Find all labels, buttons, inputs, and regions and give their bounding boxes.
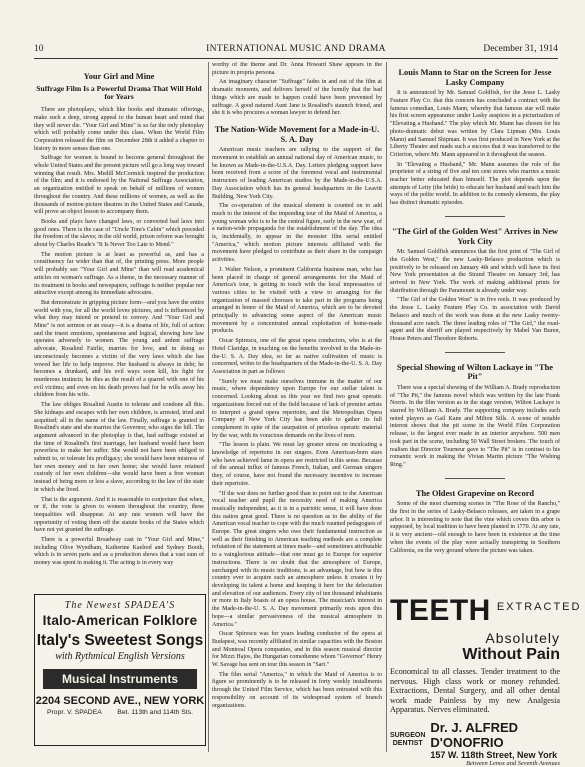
column-divider [386, 62, 387, 752]
ad-headline: Italo-American Folklore [42, 613, 198, 628]
ad-contact [430, 720, 560, 760]
ad-band: Musical Instruments [43, 669, 197, 689]
ad-address: 157 W. 118th Street, New York [430, 749, 558, 760]
paragraph: Suffrage for women is bound to become general throughout the whole United States and the present picture will go a long way toward winning that result. Mrs. Medill McCormick inspired the production of the film; and it is endorsed by the National Suffrage Association, an organization entitled to speak on behalf of millions of women throughout the country. And these millions of women, as well as the thousands of motion picture theatres in the United States and Canada, will prove an object lesson to accompany them. [34, 155, 204, 216]
paragraph: The law obliges Rosalind Austin to tolerate and condone all this. She kidnaps and escapes with her own children, is arrested, tried and acquitted; all in the name of the law. Finally, suffrage is granted in Rosalind's state and she marries the Governor, who signs the bill. The argument advanced in the photoplay is that, had suffrage existed at the time of Rosalind's first marriage, her husband would have been powerless to make her suffer. She would not have been obliged to submit to, or tolerate his profligacy; she would have been mistress of her own money and in her own home; she would have retained custody of her own children—she would have been a free woman instead of being more or less a slave, according to the law of the state in which she lived. [34, 402, 204, 493]
paragraph: American music teachers are rallying to the support of the movement to establish an annual national day of American music, to be known as Made-in-the-U.S.A. Day. Letters pledging support have been received from a score of the foremost vocal and instrumental instructors of leading American studios by the Made-in-the-U.S.A. Day Association which has its general headquarters in the Leavitt Building, New York City. [212, 147, 382, 200]
article-title: "The Girl of the Golden West" Arrives in New York City [392, 226, 558, 246]
ad-signature [390, 720, 560, 760]
column-2 [212, 62, 382, 752]
paragraph: The motion picture is at least as powerful as, and has a constituency far wider than that of, the printing press. More people will probably see "Your Girl and Mine" than will read academical articles on woman's suffrage. As a theme, in the necessary manner of its treatment in books and newspapers, suffrage is neither popular nor attractive except among its immediate advocates. [34, 251, 204, 297]
ad-streets: Bet. 113th and 114th Sts. [117, 709, 193, 716]
ad-footer [35, 709, 205, 716]
article-title: The Nation-Wide Movement for a Made-in-U. S. A. Day [214, 125, 380, 144]
paragraph: "The lesson is plain. We must lay greater stress on inculcating a knowledge of repertoire in our singers. Even American-born stars who have achieved fame in opera are restricted in this sense. Because of the annual influx of famous French, Italian, and German singers they, of course, have not found the necessary incentive to increase their repertoire. [212, 442, 382, 487]
paragraph: "The Girl of the Golden West" is in five reels. It was produced by the Jesse L. Lasky Feature Play Co. in association with David Belasco and much of the work was done at the new Lasky twenty-thousand acre ranch. The three leading roles of "The Girl," the road-agent and the sheriff are played respectively by Mabel Van Buren, House Peters and Theodore Roberts. [390, 297, 560, 342]
header-rule [34, 58, 558, 59]
paragraph: That is the argument. And it is reasonable to conjecture that when, or if, the vote is given to women throughout the country, these inequalities will disappear. At any rate women will have the opportunity of voting them off the statute books of the States which have not yet granted the suffrage. [34, 496, 204, 534]
ad-headline: TEETH [390, 594, 491, 627]
paragraph: "If the war does no further good than to point out to the American vocal teacher and pupil the necessity need of making America musically independent, as it is in a patriotic sense, it will have done this nation great good. There is no question as to the ability of the American vocal teacher to cope with the much vaunted pedagogues of Europe. The great singers who owe their fundamental instruction as well as their finishing to American teaching methods are a complete refutation of the statement at times made—and sometimes attributable to a vainglorious attitude—that one must go to Europe for superior instructions. There is no doubt that the atmosphere of Europe, surcharged with its music traditions, is an advantage, but how is this country ever to acquire such an atmosphere unless it creates it by developing its talent a home and keeping it here for the delectation and elevation of our audiences. Every city of ten thousand inhabitants or more in Italy boasts of an opera house. The musician's interest in the Made-in-the-U. S. A. Day movement primarily rests upon this hope—a similar pervasiveness of the musical atmosphere in America." [212, 490, 382, 628]
paragraph: J. Walter Nelson, a prominent California business man, who has been placed in charge of general arrangements for the Maid of America's tour, is getting in touch with the local impressarios of various cities to be visited with a view to arranging for the organization of massed choruses to take part in the programs being arranged in honor of the Maid of America, which are to be devoted principally to advancing some aspect of the American music movement by a concentrated annual exploitation of home-made products. [212, 266, 382, 335]
spadea-advertisement [34, 594, 206, 746]
section-divider [445, 216, 505, 217]
paragraph: There was a special showing of the William A. Brady reproduction of "The Pit," the famous novel which was written by the late Frank Norris. In the film version as in the stage version, Wilton Lackaye is starred by William A. Brady. The supporting company includes such noted players as Gail Kane and Milton Sills. A scene of notable interest shows that the pit scene in the World Film Corporation release, is the largest ever made in an interior anywhere. 500 men took part in the scene, including 50 Wall Street brokers. The touch of realism that Director Tourneur gave to "The Pit" is in contrast to his romantic work in making the Vivian Martin picture "The Wishing Ring." [390, 384, 560, 468]
paragraph: The co-operation of the musical element is counted on to add much to the interest of the impending tour of the Maid of America, a young woman who is to be the central figure, early in the new year, of a nation-wide propaganda for the establishment of the day. The idea is, incidentally, to appear in the monster film serial entitled "America," which motion picture interests affiliated with the movement have pledged to contribute as their share in the campaign activities. [212, 203, 382, 264]
ad-proprietor: Propr. V. SPADEA [47, 709, 102, 716]
article-title: Louis Mann to Star on the Screen for Jesse Lasky Company [398, 68, 552, 87]
dentist-label: DENTIST [392, 739, 423, 747]
ad-title [390, 732, 425, 748]
paragraph: It is announced by Mr. Samuel Goldfish, for the Jesse L. Lasky Feature Play Co. that this concern has concluded a contract with the famous comedian, Louis Mann, whereby that famous star will make his first screen appearance under Lasky auspices in a picturization of "Elevating a Husband." The play which Mr. Mann has chosen for his photo-dramatic debut was written by Clara Lipman (Mrs. Louis Mann) and Samuel Shipman. It was first produced in New York at the Liberty Theatre and made such a success that it was transferred to the Criterion, where Mr. Mann appeared in it throughout the season. [390, 90, 560, 158]
ad-line: EXTRACTED [496, 601, 582, 613]
article-title: The Oldest Grapevine on Record [415, 488, 535, 498]
paragraph: In "Elevating a Husband," Mr. Mann assumes the role of the proprietor of a string of five and ten cent stores who marries a music teacher better educated than himself. The plot depends upon the attempts of Letty (the bride) to educate her husband and teach him the ways of the polite world. In addition to its comedy elements, the play has distinct dramatic episodes. [390, 161, 560, 207]
ad-address: 2204 SECOND AVE., NEW YORK [35, 695, 205, 707]
ad-headline: Without Pain [462, 646, 560, 663]
paragraph: Oscar Spirescu was for years leading conductor of the opera at Budapest, was recently affiliated in similar capacities with the Boston and Montreal Opera companies, and in this season musical director for Mizzi Hajos, the Hungarian comedienne whom "Governor" Henry W. Savage has sent on tour this season in "Sari." [212, 631, 382, 669]
publication-title: INTERNATIONAL MUSIC AND DRAMA [206, 44, 386, 54]
column-3 [390, 62, 560, 590]
paragraph: An imaginary character "Suffrage" fades in and out of the film at dramatic moments, and delivers herself of the homily that the bad things which are made to happen could have been prevented by suffrage. A good natured Aunt Jane is Rosalind's staunch friend, and she it is who procures a woman lawyer to defend her. [212, 79, 382, 117]
paragraph: Books and plays have changed laws, or converted bad laws into good ones. There is the case of "Uncle Tom's Cabin" which preceded the freedom of the slaves; in the old world, prison reform was brought about by Charles Reade's "It Is Never Too Late to Mend." [34, 218, 204, 249]
paragraph: worthy of the theme and Dr. Anna Howard Shaw appears in the picture in propria persona. [212, 62, 382, 76]
ad-headline: Italy's Sweetest Songs [36, 632, 204, 649]
paragraph: But demonstrate in gripping picture form—and you have the entire world with you, for all the world loves pictures, and is influenced by what they may intend or pretend to convey. And "Your Girl and Mine" is not sermon or an essay—it is a drama of life, full of action and the truest emotions, spontaneous and logical, showing how law operates adversely to women. The young and ardent suffrage advocate, Rosalind Fairlie, marries for love, and in doing so unconsciously becomes a victim of the very laws which she has vowed her life to help improve. Her husband is always in debt; he becomes a drunkard, and his evil ways soon kill, his fight for murderous instincts; he dies as the result of a quarrel with one of his evil victims; and even on his death proves bad for he wills away his children from his wife. [34, 299, 204, 399]
ad-doctor: Dr. J. ALFRED D'ONOFRIO [430, 719, 519, 750]
dentist-advertisement [390, 594, 582, 767]
column-1 [34, 62, 204, 590]
section-divider [445, 478, 505, 479]
paragraph: Oscar Spirescu, one of the great opera conductors, who is at the Hotel Claridge, in touching on the benefits involved in the Made-in-the-U. S. A. Day idea, so far as native cultivation of music is concerned, writes to the headquarters of the Made-in-the-U. S. A. Day Association in part as follows: [212, 338, 382, 375]
section-divider [445, 352, 505, 353]
ad-line: with Rythmical English Versions [55, 651, 185, 662]
column-divider [208, 62, 209, 752]
ad-line: Absolutely [485, 630, 560, 646]
paragraph: Some of the most charming scenes in "The Rose of the Rancho," the first in the series of Lasky-Belasco releases, are taken in a grape arbor. It is interesting to note that the vine which covers this arbor is supposed, by local tradition to have been planted in 1770. At any rate, it is very ancient—old enough to have been in existence at the time when the events of the play were actually transpiring in Southern California, on the very ground where the picture was taken. [390, 501, 560, 554]
paragraph: There is a powerful Broadway cast in "Your Girl and Mine," including Olive Wyndham, Katherine Kaelred and Sydney Booth, which is in seven parts and as a production shows that a vast sum of money was spent in making it. The acting is in every way [34, 537, 204, 567]
article-title: Special Showing of Wilton Lackaye in "The Pit" [396, 362, 554, 382]
ad-line: The Newest SPADEA'S [64, 600, 176, 611]
article-title: Your Girl and Mine [83, 72, 155, 81]
paragraph: Mr. Samuel Goldfish announces that the first print of "The Girl of the Golden West," the new Lasky-Belasco production which is positively to be released on January 4th and which will have its first New York presentation at the Strand Theatre on January 3rd, has arrived in New York. The work of making additional prints for distribution through the Paramount is already under way. [390, 249, 560, 294]
surgeon-label: SURGEON [390, 731, 426, 739]
paragraph: "Surely we must make ourselves immune in the matter of our music, where dependency upon Europe for our stellar talent is concerned. Looking about us this year we find two great operatic organizations forced out of the field because of lack of premier artists to interpret a grand opera repertoire, and the Metropolitan Opera Company of New York City has been able to gather its full complement in spite of the usurpation of priceless operatic material by the war, with its voracious demands on the lives of men. [212, 378, 382, 439]
ad-top [390, 594, 582, 628]
continued-text [212, 62, 382, 120]
ad-body: Economical to all classes. Tender treatment to the nervous. High class work or money refunded. Extractions, Dental Surgery, and all other dental work made Painless by my new Analgesia Apparatus. Nerves eliminated. [390, 667, 560, 715]
page-number: 10 [34, 44, 44, 54]
article-subtitle: Suffrage Film Is a Powerful Drama That Will Hold for Years [36, 83, 202, 102]
paragraph: There are photoplays, which like books and dramatic offerings, make such a deep, strong appeal to the human heart and mind that they will never die. "Your Girl and Mine" is so far the only photoplay which will probably come under this class. When the World Film Corporation released the film on December 28th it added a chapter to history in more senses than one. [34, 107, 204, 152]
paragraph: The film serial "America," in which the Maid of America is to figure so prominently is to be released in forty weekly installments through the United Film Service, which has been entrusted with this responsibility on account of its widespread system of branch organizations. [212, 671, 382, 709]
ad-between: Between Lenox and Seventh Avenues [466, 759, 560, 767]
issue-date: December 31, 1914 [483, 44, 558, 54]
